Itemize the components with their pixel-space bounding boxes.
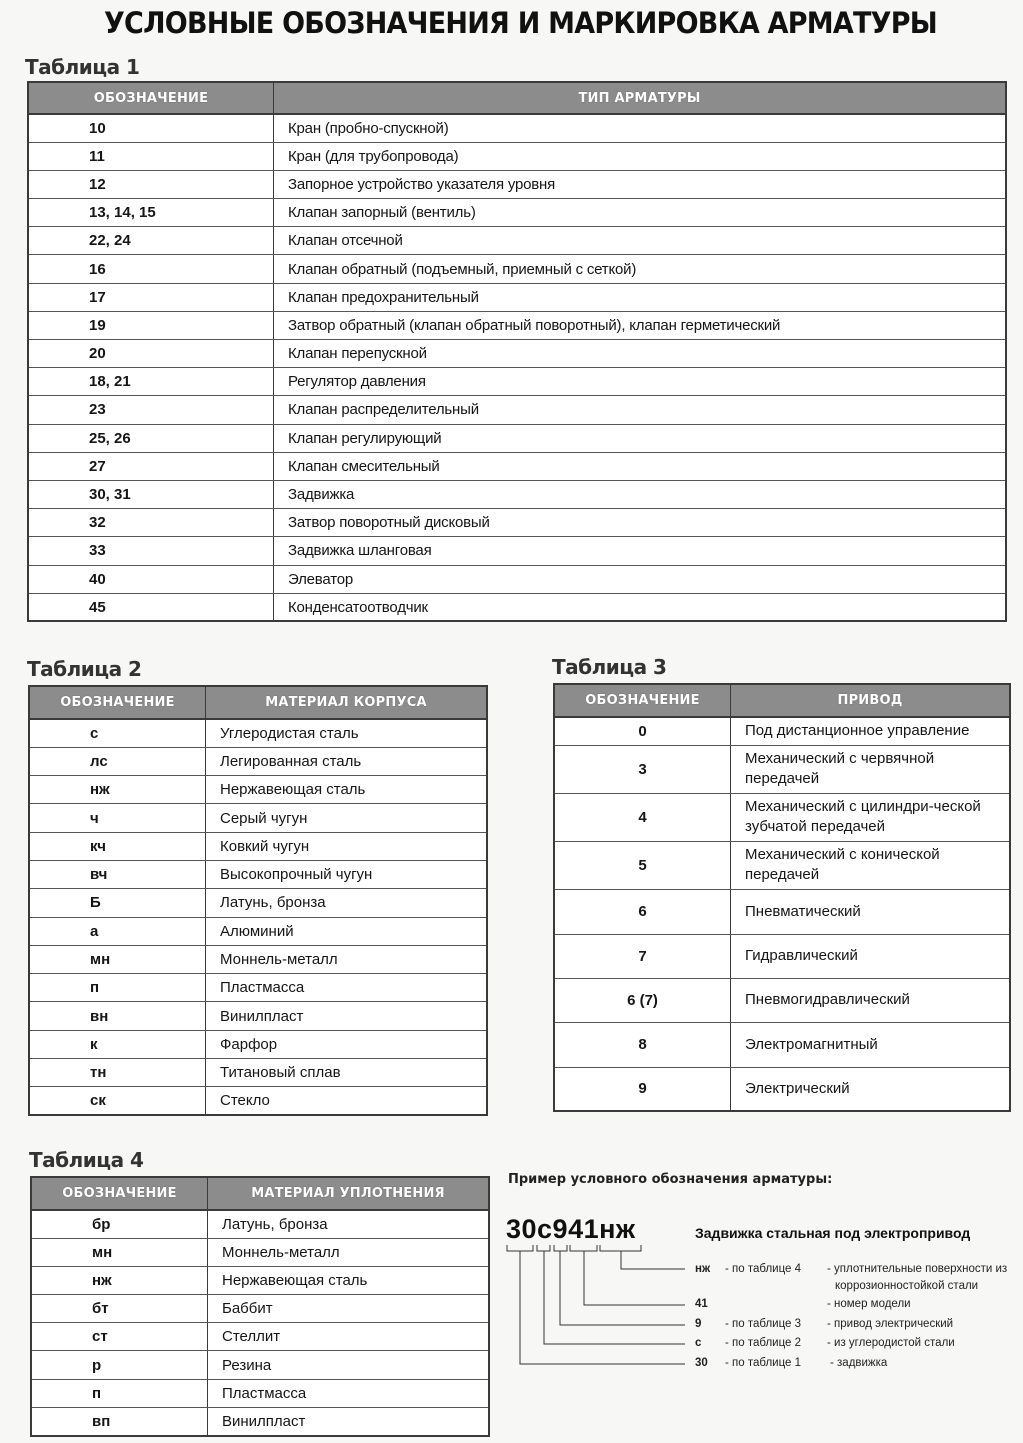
code-cell: мн bbox=[31, 1238, 208, 1266]
legend-code: с bbox=[695, 1337, 702, 1349]
page-title: УСЛОВНЫЕ ОБОЗНАЧЕНИЯ И МАРКИРОВКА АРМАТУРЫ bbox=[104, 6, 937, 40]
table2-header-material: МАТЕРИАЛ КОРПУСА bbox=[206, 686, 488, 719]
description-cell: Клапан регулирующий bbox=[274, 424, 1007, 452]
description-cell: Электрический bbox=[731, 1067, 1011, 1111]
code-cell: 11 bbox=[28, 142, 274, 170]
description-cell: Гидравлический bbox=[731, 934, 1011, 978]
code-cell: 40 bbox=[28, 565, 274, 593]
table4-label: Таблица 4 bbox=[29, 1148, 144, 1172]
code-cell: 27 bbox=[28, 452, 274, 480]
table2-label: Таблица 2 bbox=[27, 657, 142, 681]
description-cell: Титановый сплав bbox=[206, 1059, 488, 1087]
legend-row-body bbox=[695, 1337, 955, 1349]
code-cell: 20 bbox=[28, 340, 274, 368]
description-cell: Пневматический bbox=[731, 889, 1011, 934]
legend-meaning: - привод электрический bbox=[827, 1318, 954, 1330]
code-cell: 19 bbox=[28, 311, 274, 339]
description-cell: Нержавеющая сталь bbox=[208, 1266, 490, 1294]
description-cell: Баббит bbox=[208, 1295, 490, 1323]
legend-ref: - по таблице 1 bbox=[725, 1357, 802, 1369]
code-cell: 17 bbox=[28, 283, 274, 311]
table3-header-drive: ПРИВОД bbox=[731, 684, 1011, 717]
description-cell: Стеллит bbox=[208, 1323, 490, 1351]
description-cell: Пластмасса bbox=[208, 1379, 490, 1407]
code-cell: 33 bbox=[28, 537, 274, 565]
code-cell: мн bbox=[29, 945, 206, 973]
code-cell: бт bbox=[31, 1295, 208, 1323]
description-cell: Запорное устройство указателя уровня bbox=[274, 170, 1007, 198]
legend-meaning: - номер модели bbox=[827, 1298, 911, 1310]
description-cell: Механический с цилиндри-ческой зубчатой передачей bbox=[731, 793, 1011, 841]
description-cell: Клапан распределительный bbox=[274, 396, 1007, 424]
code-cell: тн bbox=[29, 1059, 206, 1087]
example-name: Задвижка стальная под электропривод bbox=[695, 1225, 971, 1241]
code-cell: ч bbox=[29, 804, 206, 832]
legend-meaning: - уплотнительные поверхности из bbox=[827, 1263, 1008, 1275]
code-cell: 32 bbox=[28, 509, 274, 537]
code-cell: ст bbox=[31, 1323, 208, 1351]
description-cell: Легированная сталь bbox=[206, 747, 488, 775]
code-cell: нж bbox=[31, 1266, 208, 1294]
description-cell: Фарфор bbox=[206, 1030, 488, 1058]
description-cell: Резина bbox=[208, 1351, 490, 1379]
legend-meaning-cont: коррозионностойкой стали bbox=[835, 1280, 979, 1292]
description-cell: Моннель-металл bbox=[206, 945, 488, 973]
description-cell: Затвор поворотный дисковый bbox=[274, 509, 1007, 537]
description-cell: Клапан обратный (подъемный, приемный с сеткой) bbox=[274, 255, 1007, 283]
description-cell: Кран (для трубопровода) bbox=[274, 142, 1007, 170]
code-cell: 0 bbox=[554, 717, 731, 745]
description-cell: Высокопрочный чугун bbox=[206, 860, 488, 888]
code-cell: р bbox=[31, 1351, 208, 1379]
description-cell: Серый чугун bbox=[206, 804, 488, 832]
table1-header-type: ТИП АРМАТУРЫ bbox=[274, 82, 1007, 114]
code-cell: 30, 31 bbox=[28, 480, 274, 508]
code-cell: а bbox=[29, 917, 206, 945]
code-cell: нж bbox=[29, 776, 206, 804]
legend-code: нж bbox=[695, 1263, 711, 1275]
description-cell: Нержавеющая сталь bbox=[206, 776, 488, 804]
code-cell: вп bbox=[31, 1407, 208, 1435]
description-cell: Кран (пробно-спускной) bbox=[274, 114, 1007, 142]
code-cell: 4 bbox=[554, 793, 731, 841]
description-cell: Под дистанционное управление bbox=[731, 717, 1011, 745]
code-cell: 9 bbox=[554, 1067, 731, 1111]
example-code: 30с941нж bbox=[506, 1214, 636, 1244]
legend-row-model bbox=[695, 1298, 911, 1310]
description-cell: Клапан перепускной bbox=[274, 340, 1007, 368]
code-cell: п bbox=[29, 974, 206, 1002]
description-cell: Алюминий bbox=[206, 917, 488, 945]
description-cell: Задвижка шланговая bbox=[274, 537, 1007, 565]
code-cell: 10 bbox=[28, 114, 274, 142]
description-cell: Регулятор давления bbox=[274, 368, 1007, 396]
legend-code: 9 bbox=[695, 1318, 702, 1330]
description-cell: Винилпласт bbox=[208, 1407, 490, 1435]
legend-code: 41 bbox=[695, 1298, 708, 1310]
code-cell: 12 bbox=[28, 170, 274, 198]
code-cell: 23 bbox=[28, 396, 274, 424]
description-cell: Ковкий чугун bbox=[206, 832, 488, 860]
table1-header-code: ОБОЗНАЧЕНИЕ bbox=[28, 82, 274, 114]
code-cell: п bbox=[31, 1379, 208, 1407]
description-cell: Моннель-металл bbox=[208, 1238, 490, 1266]
description-cell: Стекло bbox=[206, 1087, 488, 1115]
legend-ref: - по таблице 3 bbox=[725, 1318, 802, 1330]
table2-header-code: ОБОЗНАЧЕНИЕ bbox=[29, 686, 206, 719]
legend-meaning: - задвижка bbox=[830, 1357, 888, 1369]
description-cell: Углеродистая сталь bbox=[206, 719, 488, 747]
description-cell: Механический с червячной передачей bbox=[731, 745, 1011, 793]
description-cell: Латунь, бронза bbox=[206, 889, 488, 917]
description-cell: Механический с конической передачей bbox=[731, 841, 1011, 889]
legend-row-seal bbox=[695, 1263, 1008, 1292]
code-cell: вн bbox=[29, 1002, 206, 1030]
table3-label: Таблица 3 bbox=[552, 655, 667, 679]
legend-ref: - по таблице 4 bbox=[725, 1263, 802, 1275]
code-cell: Б bbox=[29, 889, 206, 917]
table4-header-material: МАТЕРИАЛ УПЛОТНЕНИЯ bbox=[208, 1177, 490, 1210]
description-cell: Пластмасса bbox=[206, 974, 488, 1002]
table3-header-code: ОБОЗНАЧЕНИЕ bbox=[554, 684, 731, 717]
code-cell: с bbox=[29, 719, 206, 747]
legend-code: 30 bbox=[695, 1357, 708, 1369]
description-cell: Конденсатоотводчик bbox=[274, 593, 1007, 621]
code-cell: 7 bbox=[554, 934, 731, 978]
code-cell: 8 bbox=[554, 1022, 731, 1067]
code-cell: 6 (7) bbox=[554, 978, 731, 1022]
code-cell: 3 bbox=[554, 745, 731, 793]
code-cell: 25, 26 bbox=[28, 424, 274, 452]
legend-row-drive bbox=[695, 1318, 954, 1330]
description-cell: Элеватор bbox=[274, 565, 1007, 593]
code-cell: 22, 24 bbox=[28, 227, 274, 255]
description-cell: Клапан предохранительный bbox=[274, 283, 1007, 311]
legend-row-type bbox=[695, 1357, 888, 1369]
example-title: Пример условного обозначения арматуры: bbox=[508, 1172, 833, 1187]
code-cell: вч bbox=[29, 860, 206, 888]
code-cell: лс bbox=[29, 747, 206, 775]
description-cell: Винилпласт bbox=[206, 1002, 488, 1030]
code-cell: 18, 21 bbox=[28, 368, 274, 396]
code-cell: ск bbox=[29, 1087, 206, 1115]
code-cell: 5 bbox=[554, 841, 731, 889]
description-cell: Латунь, бронза bbox=[208, 1210, 490, 1238]
code-cell: 6 bbox=[554, 889, 731, 934]
description-cell: Пневмогидравлический bbox=[731, 978, 1011, 1022]
description-cell: Клапан смесительный bbox=[274, 452, 1007, 480]
legend-meaning: - из углеродистой стали bbox=[827, 1337, 955, 1349]
code-cell: 13, 14, 15 bbox=[28, 199, 274, 227]
code-cell: 45 bbox=[28, 593, 274, 621]
description-cell: Клапан отсечной bbox=[274, 227, 1007, 255]
code-cell: 16 bbox=[28, 255, 274, 283]
code-cell: к bbox=[29, 1030, 206, 1058]
legend-ref: - по таблице 2 bbox=[725, 1337, 802, 1349]
table4-header-code: ОБОЗНАЧЕНИЕ bbox=[31, 1177, 208, 1210]
description-cell: Задвижка bbox=[274, 480, 1007, 508]
description-cell: Электромагнитный bbox=[731, 1022, 1011, 1067]
table1-label: Таблица 1 bbox=[25, 55, 140, 79]
description-cell: Клапан запорный (вентиль) bbox=[274, 199, 1007, 227]
code-cell: бр bbox=[31, 1210, 208, 1238]
description-cell: Затвор обратный (клапан обратный поворотный), клапан герметический bbox=[274, 311, 1007, 339]
code-cell: кч bbox=[29, 832, 206, 860]
